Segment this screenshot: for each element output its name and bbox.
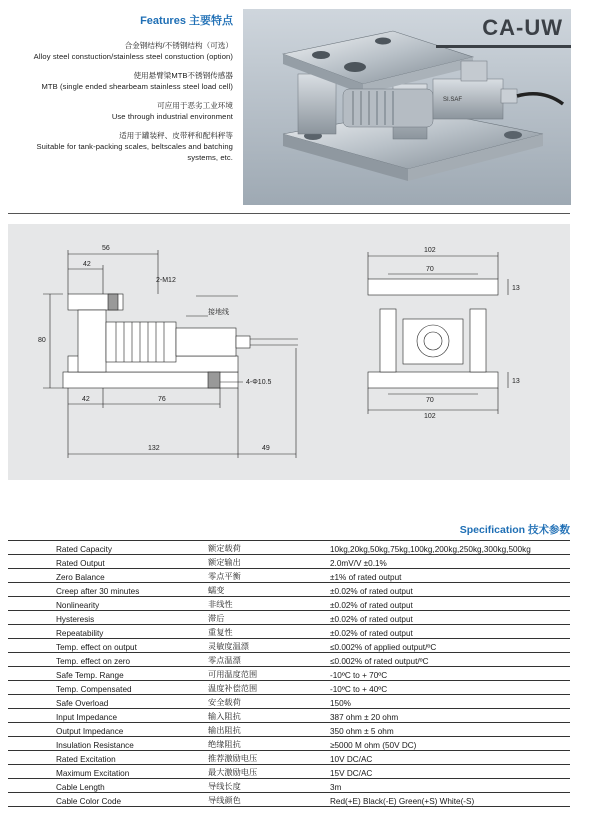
dim-label: 4-Φ10.5 — [246, 379, 272, 386]
dim-label: 102 — [424, 247, 436, 254]
spec-value: 387 ohm ± 20 ohm — [330, 709, 570, 723]
spec-row — [8, 695, 570, 709]
spec-name: Cable Color Code — [8, 793, 208, 807]
spec-name-cn: 额定输出 — [208, 555, 330, 569]
spec-name-cn: 重复性 — [208, 625, 330, 639]
spec-name: Zero Balance — [8, 569, 208, 583]
spec-name: Safe Overload — [8, 695, 208, 709]
dim-label: 接地线 — [208, 309, 229, 316]
spec-name: Rated Output — [8, 555, 208, 569]
spec-row — [8, 625, 570, 639]
feature-en: Suitable for tank-packing scales, beltscales and batching systems, etc. — [36, 142, 233, 162]
spec-value: ≤0.002% of rated output/ºC — [330, 653, 570, 667]
spec-row — [8, 639, 570, 653]
spec-row — [8, 793, 570, 807]
feature-cn: 合金钢结构/不锈钢结构（可选） — [124, 41, 233, 50]
spec-name-cn: 滞后 — [208, 611, 330, 625]
feature-item — [8, 40, 233, 62]
spec-row — [8, 709, 570, 723]
feature-en: Alloy steel constuction/stainless steel constuction (option) — [33, 52, 233, 61]
feature-cn: 使用悬臂梁MTB不锈钢传感器 — [133, 71, 233, 80]
spec-value: -10ºC to + 70ºC — [330, 667, 570, 681]
model-underline — [436, 45, 571, 48]
dim-label: 49 — [262, 445, 270, 452]
spec-name: Insulation Resistance — [8, 737, 208, 751]
section-divider — [8, 213, 570, 214]
spec-name-cn: 零点温漂 — [208, 653, 330, 667]
spec-name-cn: 蠕变 — [208, 583, 330, 597]
spec-value: -10ºC to + 40ºC — [330, 681, 570, 695]
dim-label: 70 — [426, 397, 434, 404]
feature-item — [8, 130, 233, 163]
spec-name: Rated Excitation — [8, 751, 208, 765]
dim-label: 42 — [83, 261, 91, 268]
spec-name-cn: 导线长度 — [208, 779, 330, 793]
spec-row — [8, 555, 570, 569]
photo-cell-label: SI.SAF — [443, 97, 463, 103]
spec-name: Output Impedance — [8, 723, 208, 737]
feature-cn: 可应用于恶劣工业环境 — [157, 101, 233, 110]
spec-name-cn: 导线颜色 — [208, 793, 330, 807]
spec-name: Safe Temp. Range — [8, 667, 208, 681]
dim-label: 76 — [158, 396, 166, 403]
dim-label: 102 — [424, 413, 436, 420]
spec-row — [8, 737, 570, 751]
spec-name: Temp. effect on zero — [8, 653, 208, 667]
spec-row — [8, 653, 570, 667]
front-view — [368, 252, 508, 414]
spec-name-cn: 最大激励电压 — [208, 765, 330, 779]
spec-row — [8, 541, 570, 555]
spec-row — [8, 583, 570, 597]
spec-row — [8, 569, 570, 583]
spec-name: Creep after 30 minutes — [8, 583, 208, 597]
spec-name: Maximum Excitation — [8, 765, 208, 779]
spec-row — [8, 667, 570, 681]
spec-row — [8, 597, 570, 611]
dimension-drawing — [8, 224, 570, 480]
spec-name: Input Impedance — [8, 709, 208, 723]
spec-name-cn: 零点平衡 — [208, 569, 330, 583]
feature-cn: 适用于罐装秤、皮带秤和配料秤等 — [119, 131, 233, 140]
spec-name: Rated Capacity — [8, 541, 208, 555]
spec-row — [8, 611, 570, 625]
feature-en: MTB (single ended shearbeam stainless steel load cell) — [41, 82, 233, 91]
spec-value: 150% — [330, 695, 570, 709]
spec-title: Specification 技术参数 — [459, 524, 570, 536]
spec-value: ±0.02% of rated output — [330, 611, 570, 625]
spec-value: Red(+E) Black(-E) Green(+S) White(-S) — [330, 793, 570, 807]
dim-label: 42 — [82, 396, 90, 403]
spec-name-cn: 推荐激励电压 — [208, 751, 330, 765]
spec-name-cn: 输出阻抗 — [208, 723, 330, 737]
feature-item — [8, 70, 233, 92]
spec-name-cn: 可用温度范围 — [208, 667, 330, 681]
spec-value: 10V DC/AC — [330, 751, 570, 765]
spec-row — [8, 751, 570, 765]
spec-name: Cable Length — [8, 779, 208, 793]
spec-value: 3m — [330, 779, 570, 793]
spec-value: ±0.02% of rated output — [330, 597, 570, 611]
dim-label: 2-M12 — [156, 277, 176, 284]
dim-label: 13 — [512, 285, 520, 292]
dim-label: 80 — [38, 337, 46, 344]
spec-value: 2.0mV/V ±0.1% — [330, 555, 570, 569]
spec-table — [8, 540, 570, 807]
spec-row — [8, 779, 570, 793]
dim-label: 56 — [102, 245, 110, 252]
spec-name-cn: 温度补偿范围 — [208, 681, 330, 695]
spec-value: ±0.02% of rated output — [330, 583, 570, 597]
features-title: Features 主要特点 — [140, 15, 233, 27]
spec-name: Hysteresis — [8, 611, 208, 625]
spec-name-cn: 输入阻抗 — [208, 709, 330, 723]
spec-value: ≤0.002% of applied output/ºC — [330, 639, 570, 653]
spec-name: Temp. Compensated — [8, 681, 208, 695]
spec-name-cn: 灵敏度温漂 — [208, 639, 330, 653]
features-section — [8, 12, 233, 171]
spec-name: Nonlinearity — [8, 597, 208, 611]
spec-name-cn: 安全载荷 — [208, 695, 330, 709]
spec-name-cn: 非线性 — [208, 597, 330, 611]
technical-drawing — [8, 224, 570, 480]
spec-value: ±1% of rated output — [330, 569, 570, 583]
spec-name: Repeatability — [8, 625, 208, 639]
spec-value: 15V DC/AC — [330, 765, 570, 779]
dim-label: 13 — [512, 378, 520, 385]
feature-en: Use through industrial environment — [111, 112, 233, 121]
dim-label: 132 — [148, 445, 160, 452]
dim-label: 70 — [426, 266, 434, 273]
model-name: CA-UW — [482, 15, 563, 40]
spec-row — [8, 681, 570, 695]
spec-row — [8, 765, 570, 779]
spec-name-cn: 额定载荷 — [208, 541, 330, 555]
spec-value: ±0.02% of rated output — [330, 625, 570, 639]
spec-row — [8, 723, 570, 737]
spec-value: ≥5000 M ohm (50V DC) — [330, 737, 570, 751]
feature-item — [8, 100, 233, 122]
spec-name-cn: 绝缘阻抗 — [208, 737, 330, 751]
product-photo — [243, 9, 571, 205]
spec-name: Temp. effect on output — [8, 639, 208, 653]
spec-value: 10kg,20kg,50kg,75kg,100kg,200kg,250kg,300kg,500kg — [330, 541, 570, 555]
spec-value: 350 ohm ± 5 ohm — [330, 723, 570, 737]
